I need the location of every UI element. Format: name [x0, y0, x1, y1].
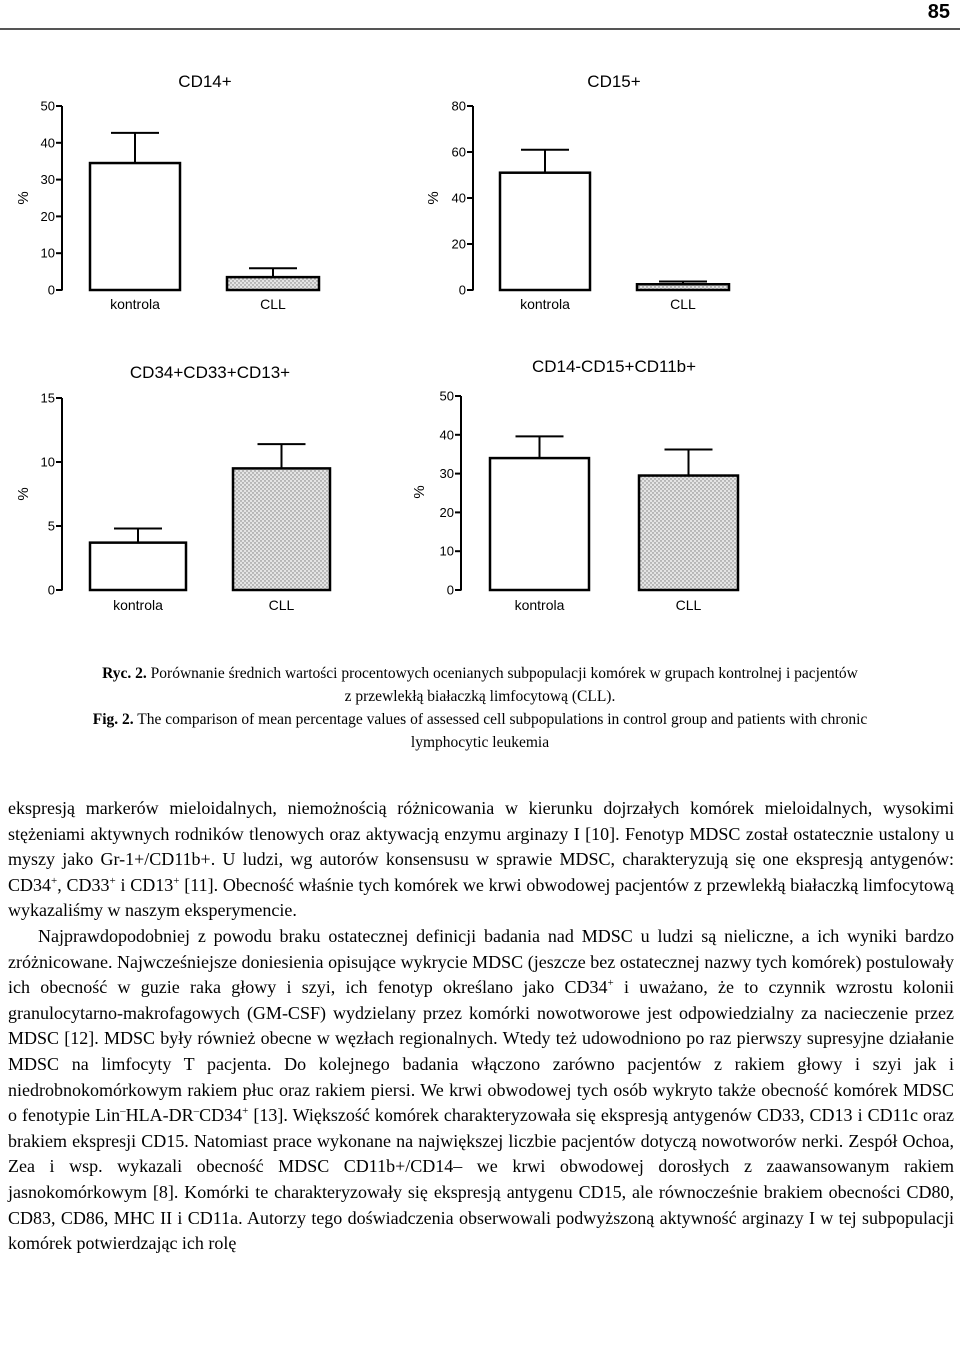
caption-pl-text: Porównanie średnich wartości procentowych ocenianych subpopulacji komórek w grupach kontrolnej i pacjentów: [146, 665, 858, 682]
chart-2-category-label-2: CLL: [670, 296, 696, 312]
chart-4-category-label-2: CLL: [675, 597, 702, 613]
paragraph-1: ekspresją markerów mieloidalnych, niemożnością różnicowania w kierunku dojrzałych komórek mieloidalnych, wysokimi stężeniami aktywnych rodników tlenowych oraz aktywacją enzymu arginazy I [10]. Fenotyp MDSC został ostatecznie ustalony u myszy jako Gr-1+/CD11b+. U ludzi, wg autorów konsensusu w sprawie MDSC, charakteryzują się one ekspresją antygenów: CD34+, CD33+ i CD13+ [11]. Obecność właśnie tych komórek we krwi obwodowej pacjentów z przewlekłą białaczką limfocytową wykazaliśmy w naszym eksperymencie.: [8, 798, 954, 921]
chart-2-tick-label-60: 60: [451, 144, 466, 160]
chart-1-title: CD14+: [178, 72, 232, 91]
chart-3-title: CD34+CD33+CD13+: [129, 363, 291, 382]
chart-4-ylabel: %: [411, 485, 428, 499]
chart-1-category-label-1: kontrola: [110, 296, 160, 312]
chart-4-title: CD14-CD15+CD11b+: [531, 357, 697, 376]
chart-2-bar-2: [637, 284, 729, 290]
chart-1-bar-1: [90, 163, 180, 290]
caption-en-label: Fig. 2.: [92, 711, 134, 728]
chart-1-tick-label-10: 10: [40, 245, 55, 261]
chart-2-ylabel: %: [425, 191, 442, 205]
caption-pl-label: Ryc. 2.: [102, 665, 147, 682]
chart-1-tick-label-40: 40: [40, 135, 55, 151]
chart-2-category-label-1: kontrola: [520, 296, 570, 312]
chart-3-tick-label-5: 5: [47, 518, 55, 534]
chart-2-tick-label-20: 20: [451, 236, 466, 252]
chart-2-tick-label-80: 80: [451, 98, 466, 114]
figure-charts: [0, 0, 960, 640]
chart-4-bar-2: [639, 476, 738, 590]
chart-3-ylabel: %: [15, 487, 32, 501]
chart-3-tick-label-15: 15: [40, 390, 55, 406]
chart-3-tick-label-10: 10: [40, 454, 55, 470]
page-number: 85: [927, 1, 950, 23]
caption-pl: [0, 662, 960, 708]
chart-3-category-label-1: kontrola: [113, 597, 163, 613]
chart-4-bar-1: [490, 458, 589, 590]
chart-3-bar-1: [90, 543, 186, 590]
chart-3-tick-label-0: 0: [47, 582, 55, 598]
chart-4-tick-label-10: 10: [439, 543, 454, 559]
chart-3-bar-2: [233, 468, 330, 590]
chart-1-tick-label-50: 50: [40, 98, 55, 114]
chart-4-tick-label-40: 40: [439, 427, 454, 443]
caption-en-text-2: lymphocytic leukemia: [410, 734, 550, 751]
paragraph-2: Najprawdopodobniej z powodu braku ostatecznej definicji badania nad MDSC u ludzi są nieliczne, a ich wyniki bardzo zróżnicowane. Najwcześniejsze doniesienia opisujące wykrycie MDSC (jeszcze bez ostatecznej nazwy tych komórek) postulowały ich obecność w guzie raka głowy i szyi, ich fenotyp określano jako CD34+ i uważano, że to czynnik wzrostu kolonii granulocytarno-makrofagowych (GM-CSF) wydzielany przez komórki nowotworowe jest odpowiedzialny za nacieczenie przez MDSC [12]. MDSC były również obecne w węzłach regionalnych. Wtedy też udowodniono po raz pierwszy supresyjne działanie MDSC na limfocyty T pacjenta. Do kolejnego badania włączono zarówno pacjentów z rakiem głowy i szyi jak i niedrobnokomórkowym rakiem płuc oraz rakiem piersi. We krwi obwodowej tych osób wykryto także obecność komórek MDSC o fenotypie Lin–HLA-DR–CD34+ [13]. Większość komórek charakteryzowała się ekspresją antygenów CD33, CD13 i CD11c oraz brakiem ekspresji CD15. Natomiast prace wykonane na największej liczbie pacjentów dotyczą nowotworów nerki. Zespół Ochoa, Zea i wsp. wykazali obecność MDSC CD11b+/CD14– we krwi obwodowej dorosłych z zaawansowanym rakiem jasnokomórkowym [8]. Komórki te charakteryzowały się ekspresją antygenu CD15, ale równocześnie brakiem obecności CD80, CD83, CD86, MHC II i CD11a. Autorzy tego doświadczenia obserwowali podwyższoną aktywność arginazy I w tej subpopulacji komórek potwierdzając ich rolę: [8, 925, 955, 1254]
chart-1-tick-label-30: 30: [40, 172, 55, 188]
chart-1-tick-label-20: 20: [40, 208, 55, 224]
chart-2-title: CD15+: [587, 72, 641, 91]
chart-1-tick-label-0: 0: [47, 282, 55, 298]
caption-pl-text-2: z przewlekłą białaczką limfocytową (CLL).: [344, 688, 616, 705]
chart-2-bar-1: [500, 173, 590, 290]
chart-2-tick-label-0: 0: [458, 282, 466, 298]
chart-4-tick-label-0: 0: [446, 582, 454, 598]
chart-4-tick-label-50: 50: [439, 388, 454, 404]
chart-3-category-label-2: CLL: [268, 597, 295, 613]
caption-en-text: The comparison of mean percentage values of assessed cell subpopulations in control group and patients with chronic: [133, 711, 868, 728]
chart-4-tick-label-20: 20: [439, 504, 454, 520]
chart-2-tick-label-40: 40: [451, 190, 466, 206]
chart-4-tick-label-30: 30: [439, 466, 454, 482]
chart-1-bar-2: [227, 277, 319, 290]
body-text: [8, 796, 954, 1257]
chart-4-category-label-1: kontrola: [514, 597, 565, 613]
caption-en: [0, 708, 960, 754]
chart-1-category-label-2: CLL: [260, 296, 286, 312]
chart-1-ylabel: %: [15, 191, 32, 205]
